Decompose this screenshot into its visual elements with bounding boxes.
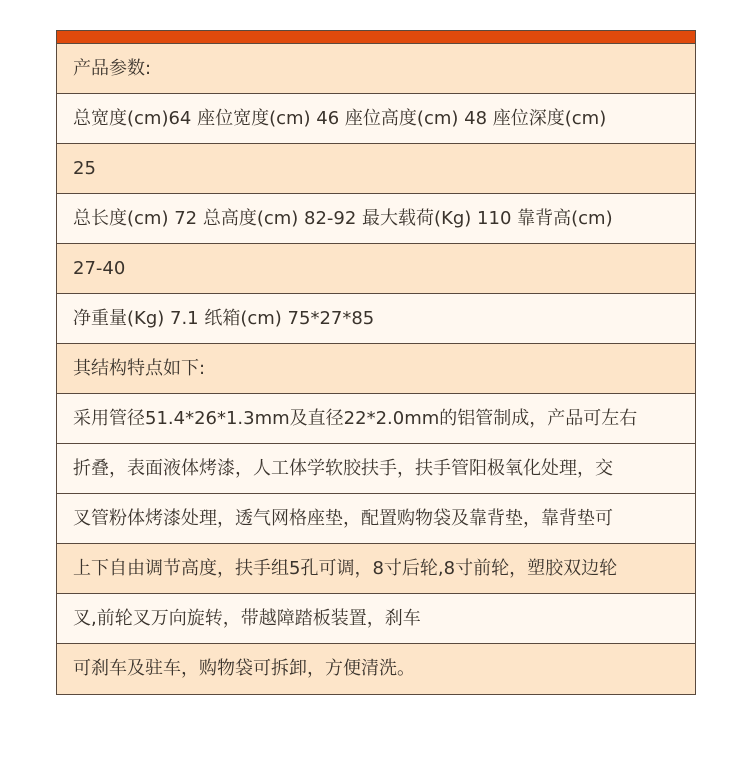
table-row: 可刹车及驻车，购物袋可拆卸，方便清洗。 — [57, 644, 695, 694]
table-row: 采用管径51.4*26*1.3mm及直径22*2.0mm的铝管制成，产品可左右 — [57, 394, 695, 444]
table-row: 上下自由调节高度，扶手组5孔可调，8寸后轮,8寸前轮，塑胶双边轮 — [57, 544, 695, 594]
table-header-bar — [57, 30, 695, 44]
table-row: 总宽度(cm)64 座位宽度(cm) 46 座位高度(cm) 48 座位深度(cm) — [57, 94, 695, 144]
spec-table — [56, 30, 696, 695]
table-row: 叉,前轮叉万向旋转，带越障踏板装置，刹车 — [57, 594, 695, 644]
table-row: 其结构特点如下: — [57, 344, 695, 394]
table-row: 25 — [57, 144, 695, 194]
table-row: 27-40 — [57, 244, 695, 294]
table-row: 折叠，表面液体烤漆，人工体学软胶扶手，扶手管阳极氧化处理，交 — [57, 444, 695, 494]
table-row: 净重量(Kg) 7.1 纸箱(cm) 75*27*85 — [57, 294, 695, 344]
table-row: 产品参数: — [57, 44, 695, 94]
table-row: 总长度(cm) 72 总高度(cm) 82-92 最大载荷(Kg) 110 靠背高(cm) — [57, 194, 695, 244]
table-row: 叉管粉体烤漆处理，透气网格座垫，配置购物袋及靠背垫，靠背垫可 — [57, 494, 695, 544]
